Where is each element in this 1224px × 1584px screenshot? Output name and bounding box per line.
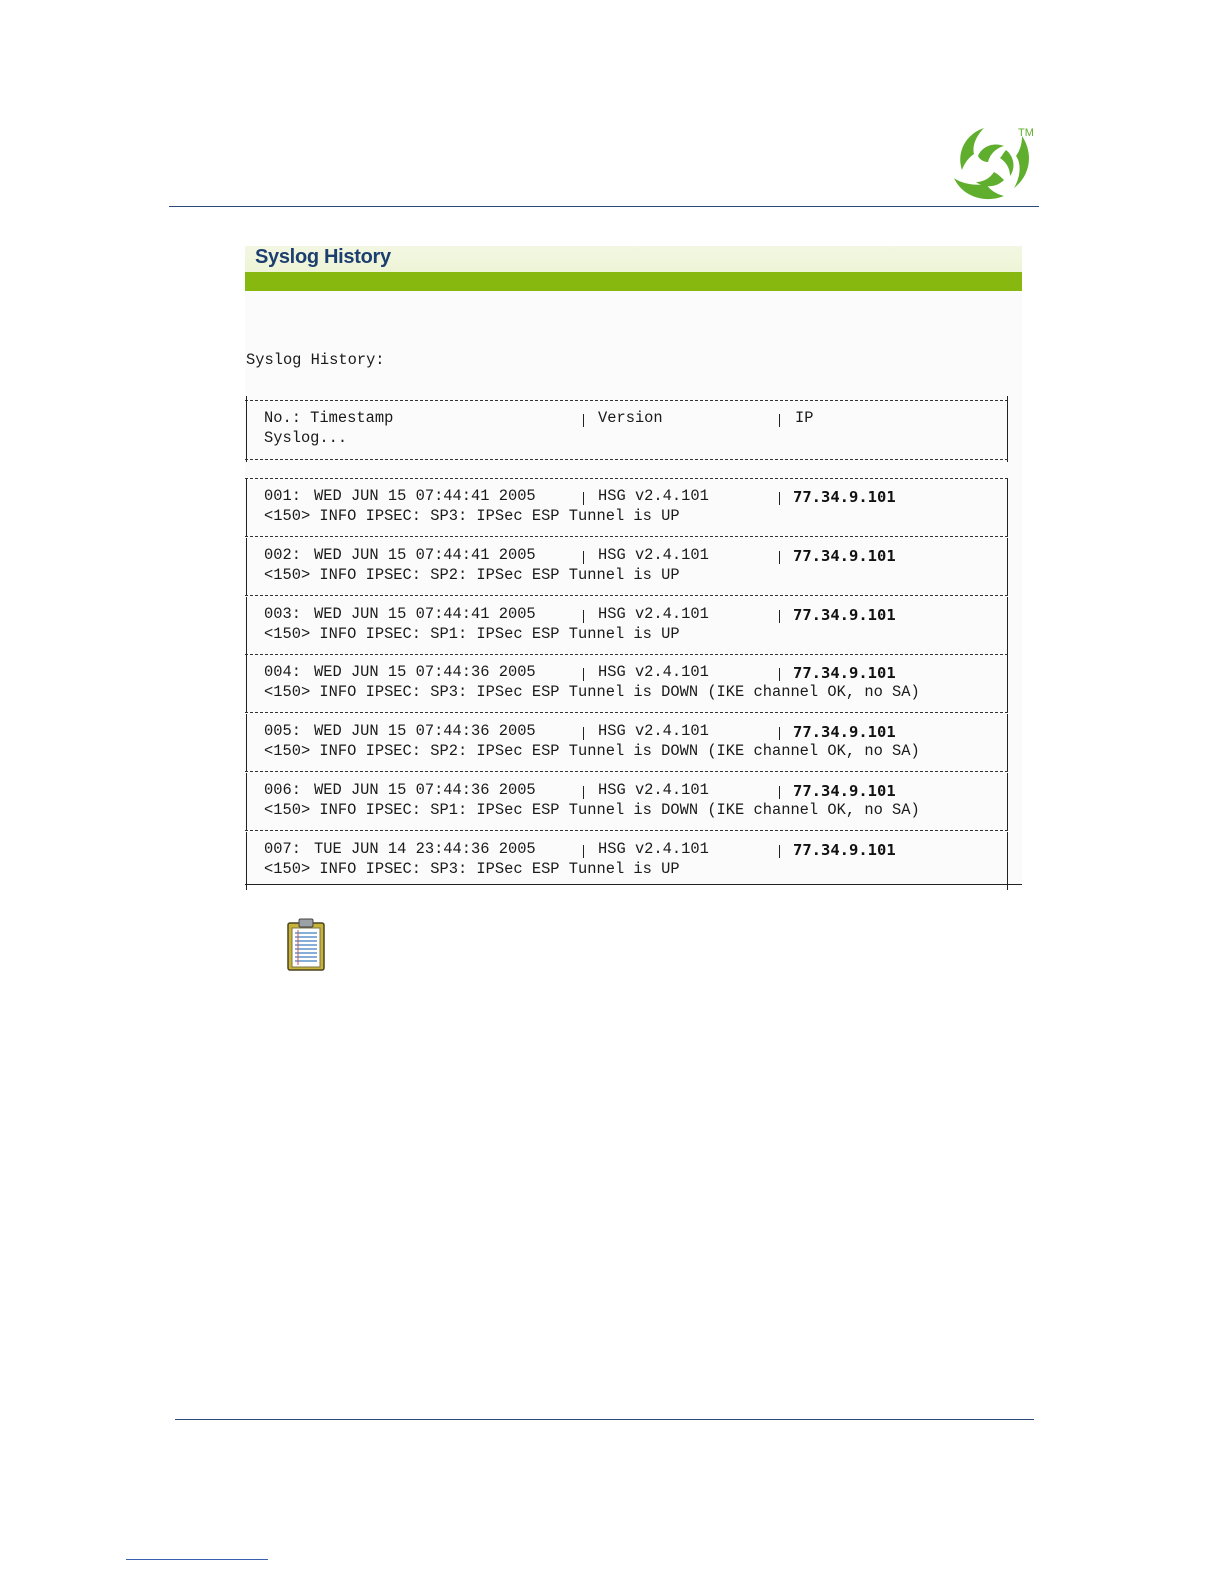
entry-version: HSG v2.4.101: [598, 487, 709, 505]
column-divider: [1007, 714, 1008, 772]
table-separator: [245, 771, 1008, 773]
column-header-ip: IP: [795, 409, 814, 427]
entry-message: <150> INFO IPSEC: SP1: IPSec ESP Tunnel is UP: [264, 625, 680, 643]
clipboard-note-icon: [286, 918, 326, 972]
entry-timestamp: WED JUN 15 07:44:41 2005: [314, 487, 536, 505]
column-divider: [779, 414, 780, 427]
entry-ip: 77.34.9.101: [793, 782, 896, 800]
column-divider: [583, 414, 584, 427]
entry-ip: 77.34.9.101: [793, 547, 896, 565]
column-divider: [583, 492, 584, 505]
column-divider: [246, 479, 247, 537]
column-divider: [1007, 655, 1008, 713]
entry-version: HSG v2.4.101: [598, 546, 709, 564]
entry-version: HSG v2.4.101: [598, 605, 709, 623]
syslog-history-panel: [245, 246, 1022, 885]
entry-version: HSG v2.4.101: [598, 663, 709, 681]
column-header-version: Version: [598, 409, 663, 427]
entry-version: HSG v2.4.101: [598, 722, 709, 740]
column-divider: [583, 551, 584, 564]
column-divider: [246, 597, 247, 655]
footer-rule: [175, 1419, 1034, 1420]
table-separator: [245, 830, 1008, 832]
entry-message: <150> INFO IPSEC: SP3: IPSec ESP Tunnel is DOWN (IKE channel OK, no SA): [264, 683, 920, 701]
entry-version: HSG v2.4.101: [598, 840, 709, 858]
entry-message: <150> INFO IPSEC: SP2: IPSec ESP Tunnel is DOWN (IKE channel OK, no SA): [264, 742, 920, 760]
header-rule: [169, 206, 1039, 207]
entry-message: <150> INFO IPSEC: SP3: IPSec ESP Tunnel is UP: [264, 507, 680, 525]
column-divider: [1007, 773, 1008, 831]
column-divider: [583, 845, 584, 858]
entry-message: <150> INFO IPSEC: SP1: IPSec ESP Tunnel is DOWN (IKE channel OK, no SA): [264, 801, 920, 819]
entry-timestamp: WED JUN 15 07:44:41 2005: [314, 605, 536, 623]
entry-number: 002:: [264, 546, 301, 564]
footer-link-underline: [126, 1559, 268, 1560]
column-divider: [246, 538, 247, 596]
column-divider: [779, 551, 780, 564]
entry-timestamp: WED JUN 15 07:44:41 2005: [314, 546, 536, 564]
entry-number: 004:: [264, 663, 301, 681]
column-divider: [1007, 832, 1008, 890]
column-divider: [246, 655, 247, 713]
table-separator: [245, 459, 1008, 461]
column-divider: [779, 727, 780, 740]
column-divider: [583, 610, 584, 623]
entry-number: 007:: [264, 840, 301, 858]
entry-ip: 77.34.9.101: [793, 664, 896, 682]
column-header-no-timestamp: No.: Timestamp: [264, 409, 394, 427]
swirl-logo-icon: [948, 118, 1038, 204]
column-divider: [1007, 597, 1008, 655]
entry-ip: 77.34.9.101: [793, 488, 896, 506]
entry-message: <150> INFO IPSEC: SP2: IPSec ESP Tunnel is UP: [264, 566, 680, 584]
table-separator: [245, 712, 1008, 714]
trademark-label: TM: [1018, 127, 1034, 139]
table-separator: [245, 595, 1008, 597]
column-divider: [779, 492, 780, 505]
table-separator: [245, 654, 1008, 656]
column-divider: [779, 668, 780, 681]
table-separator: [245, 536, 1008, 538]
table-separator: [245, 478, 1008, 480]
entry-number: 003:: [264, 605, 301, 623]
column-divider: [1007, 479, 1008, 537]
column-divider: [246, 714, 247, 772]
panel-title-underline: [245, 272, 1022, 291]
entry-ip: 77.34.9.101: [793, 723, 896, 741]
column-divider: [583, 668, 584, 681]
entry-timestamp: WED JUN 15 07:44:36 2005: [314, 722, 536, 740]
column-header-syslog: Syslog...: [264, 429, 348, 447]
column-divider: [246, 396, 247, 462]
entry-message: <150> INFO IPSEC: SP3: IPSec ESP Tunnel is UP: [264, 860, 680, 878]
column-divider: [1007, 396, 1008, 462]
table-separator: [245, 400, 1008, 402]
column-divider: [246, 832, 247, 890]
panel-title-band: [245, 246, 1022, 272]
column-divider: [1007, 538, 1008, 596]
entry-timestamp: TUE JUN 14 23:44:36 2005: [314, 840, 536, 858]
column-divider: [779, 786, 780, 799]
entry-timestamp: WED JUN 15 07:44:36 2005: [314, 663, 536, 681]
entry-number: 006:: [264, 781, 301, 799]
column-divider: [779, 610, 780, 623]
entry-ip: 77.34.9.101: [793, 841, 896, 859]
entry-number: 001:: [264, 487, 301, 505]
entry-ip: 77.34.9.101: [793, 606, 896, 624]
panel-title: Syslog History: [255, 246, 391, 268]
entry-timestamp: WED JUN 15 07:44:36 2005: [314, 781, 536, 799]
column-divider: [246, 773, 247, 831]
entry-number: 005:: [264, 722, 301, 740]
entry-version: HSG v2.4.101: [598, 781, 709, 799]
syslog-heading: Syslog History:: [246, 351, 385, 369]
column-divider: [779, 845, 780, 858]
column-divider: [583, 786, 584, 799]
column-divider: [583, 727, 584, 740]
